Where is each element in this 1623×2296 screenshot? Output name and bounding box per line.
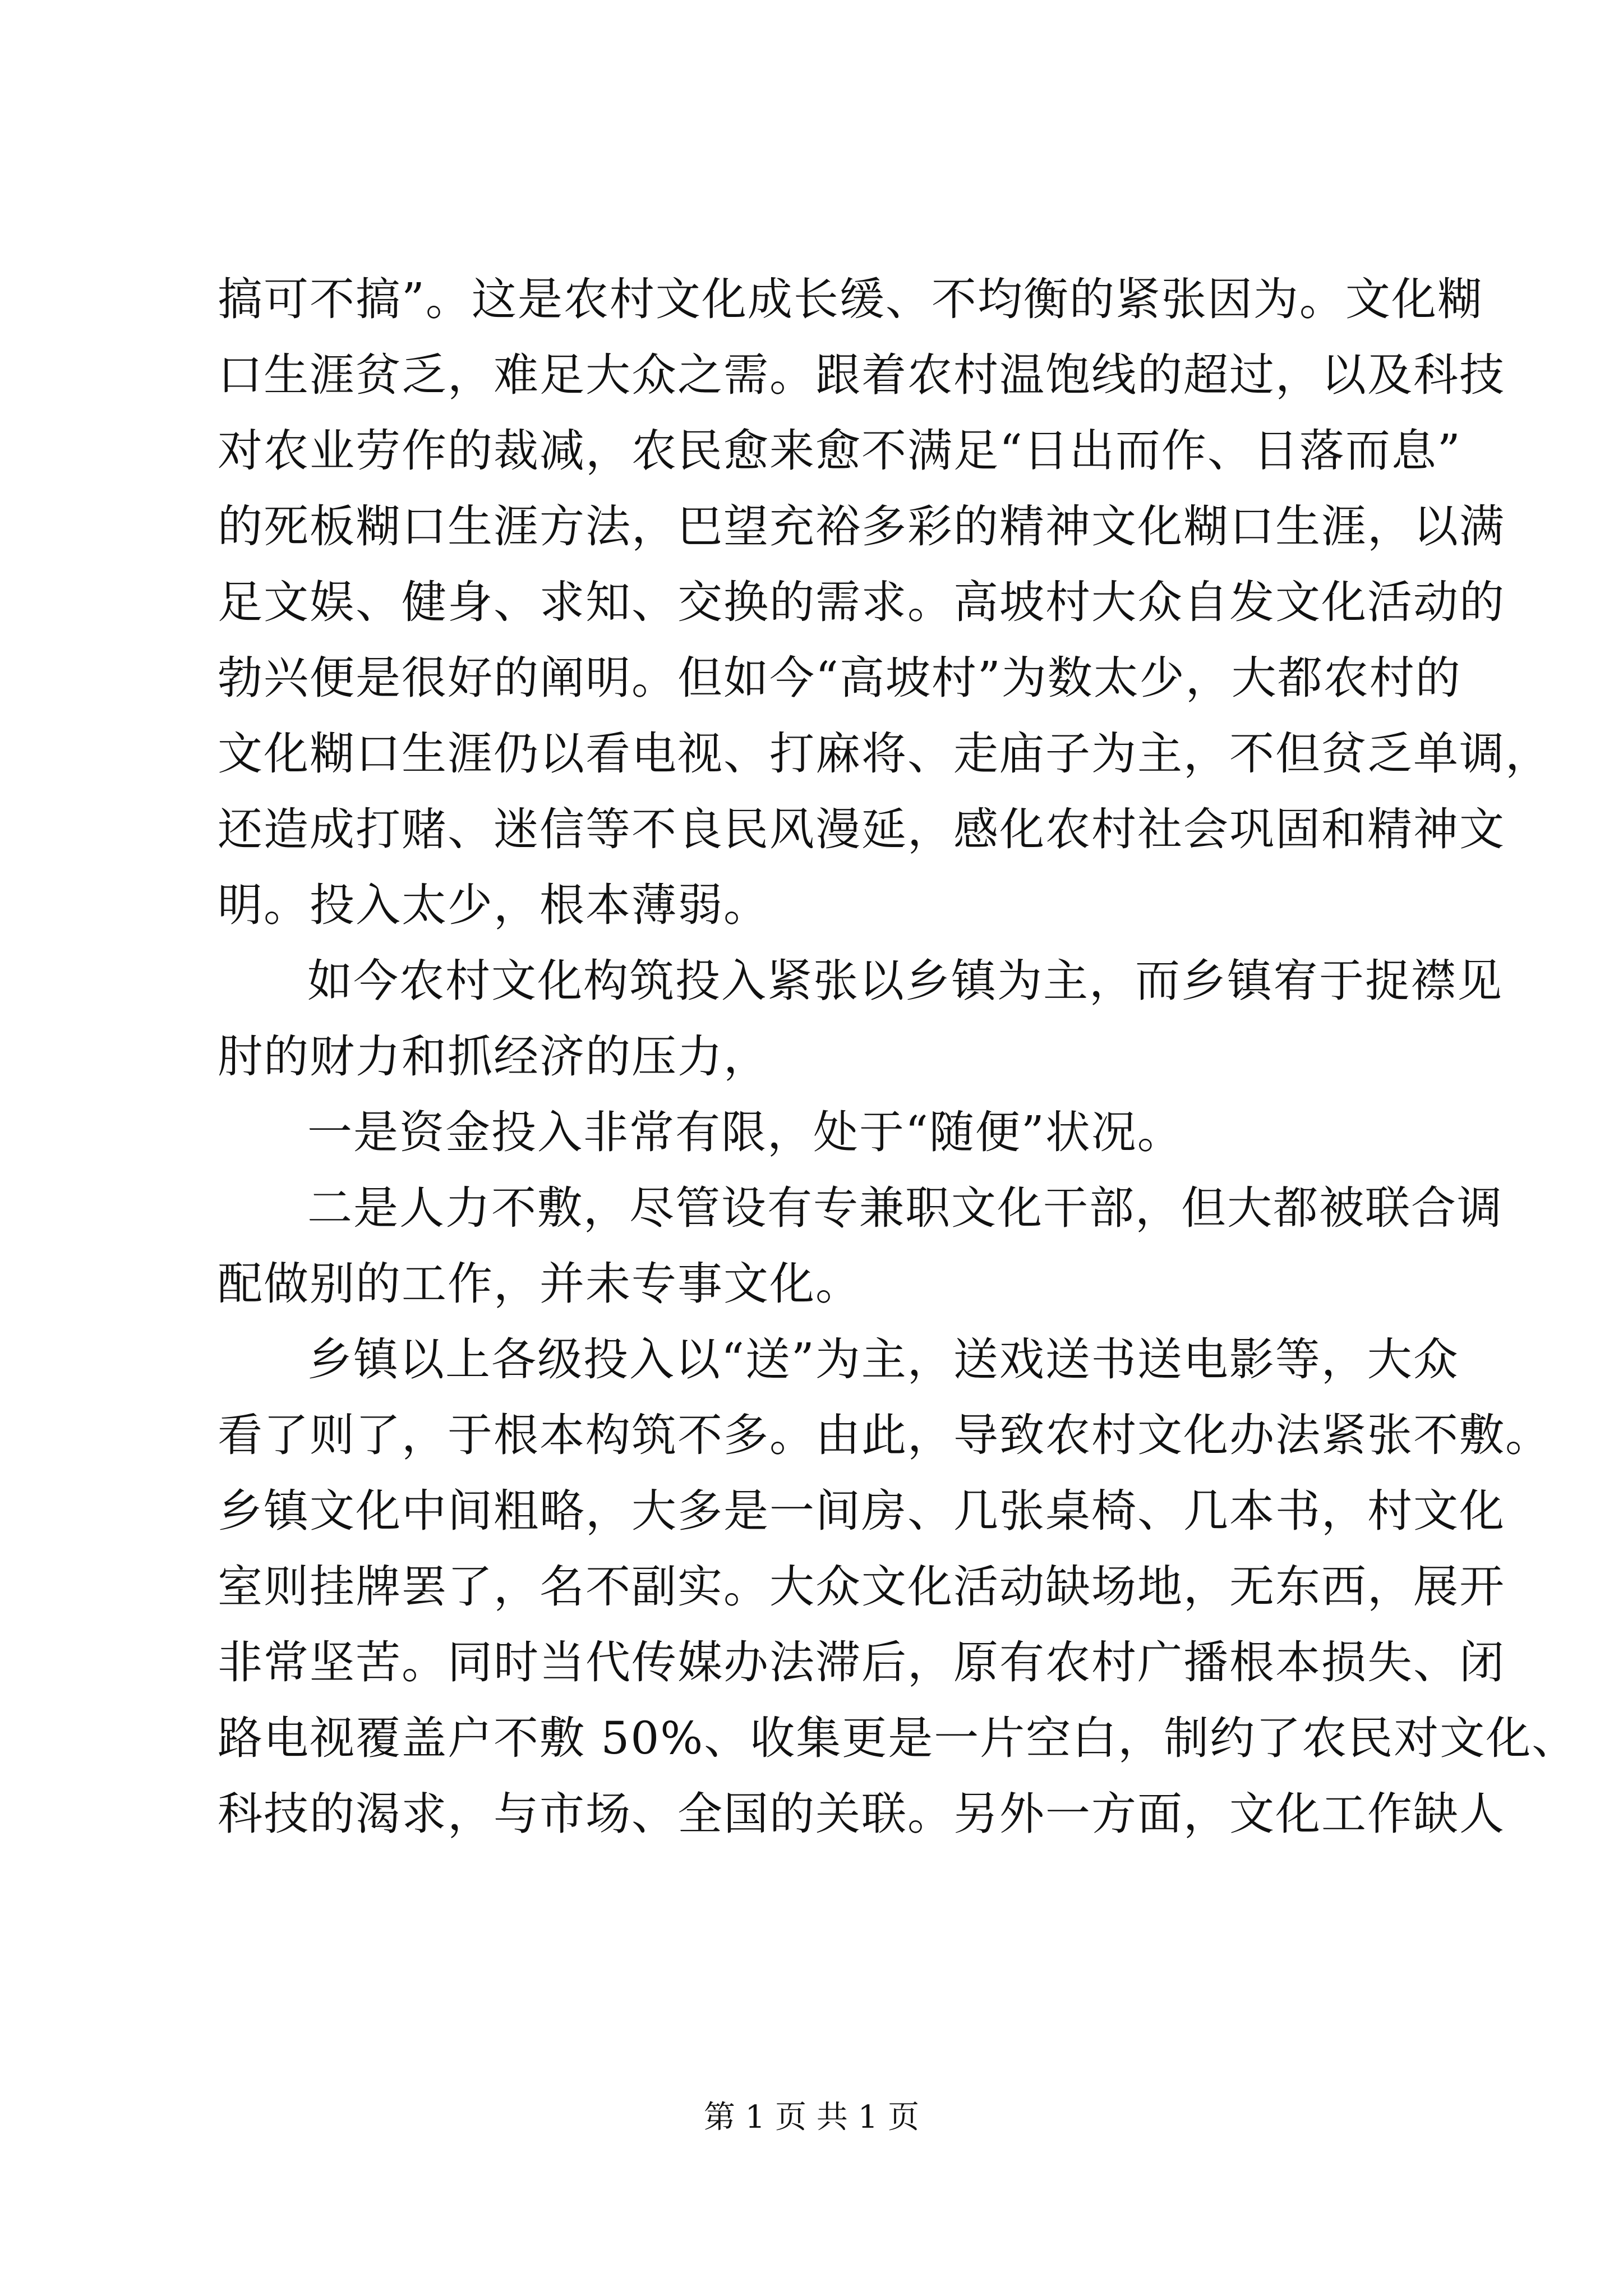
- text-line: 口生涯贫乏，难足大众之需。跟着农村温饱线的超过，以及科技: [218, 349, 1505, 401]
- text-line: 还造成打赌、迷信等不良民风漫延，感化农村社会巩固和精神文: [218, 803, 1505, 855]
- text-line: 科技的渴求，与市场、全国的关联。另外一方面，文化工作缺人: [218, 1788, 1505, 1840]
- text-line: 肘的财力和抓经济的压力，: [218, 1030, 769, 1083]
- text-line: 乡镇以上各级投入以“送”为主，送戏送书送电影等，大众: [307, 1333, 1459, 1386]
- text-line: 室则挂牌罢了，名不副实。大众文化活动缺场地，无东西，展开: [218, 1561, 1505, 1613]
- text-line: 看了则了，于根本构筑不多。由此，导致农村文化办法紧张不敷。: [218, 1409, 1551, 1461]
- page-number: 第 1 页 共 1 页: [703, 2099, 920, 2136]
- text-line: 对农业劳作的裁减，农民愈来愈不满足“日出而作、日落而息”: [218, 425, 1461, 477]
- text-line: 足文娱、健身、求知、交换的需求。高坡村大众自发文化活动的: [218, 576, 1505, 628]
- text-line: 乡镇文化中间粗略，大多是一间房、几张桌椅、几本书，村文化: [218, 1485, 1505, 1537]
- text-line: 非常坚苦。同时当代传媒办法滞后，原有农村广播根本损失、闭: [218, 1636, 1505, 1688]
- text-line: 明。投入太少，根本薄弱。: [218, 879, 769, 931]
- text-line: 搞可不搞”。这是农村文化成长缓、不均衡的紧张因为。文化糊: [218, 273, 1483, 325]
- text-line: 一是资金投入非常有限，处于“随便”状况。: [307, 1106, 1183, 1158]
- text-line: 二是人力不敷，尽管设有专兼职文化干部，但大都被联合调: [307, 1182, 1503, 1234]
- text-line: 文化糊口生涯仍以看电视、打麻将、走庙子为主，不但贫乏单调，: [218, 728, 1551, 780]
- text-line: 勃兴便是很好的阐明。但如今“高坡村”为数太少，大都农村的: [218, 652, 1461, 704]
- page-footer: [0, 2098, 1623, 2137]
- text-line: 的死板糊口生涯方法，巴望充裕多彩的精神文化糊口生涯，以满: [218, 500, 1505, 553]
- text-line: 配做别的工作，并未专事文化。: [218, 1258, 861, 1310]
- body-text: [218, 261, 1578, 1852]
- text-line: 路电视覆盖户不敷 50%、收集更是一片空白，制约了农民对文化、: [218, 1712, 1578, 1764]
- text-line: 如今农村文化构筑投入紧张以乡镇为主，而乡镇宥于捉襟见: [307, 955, 1503, 1007]
